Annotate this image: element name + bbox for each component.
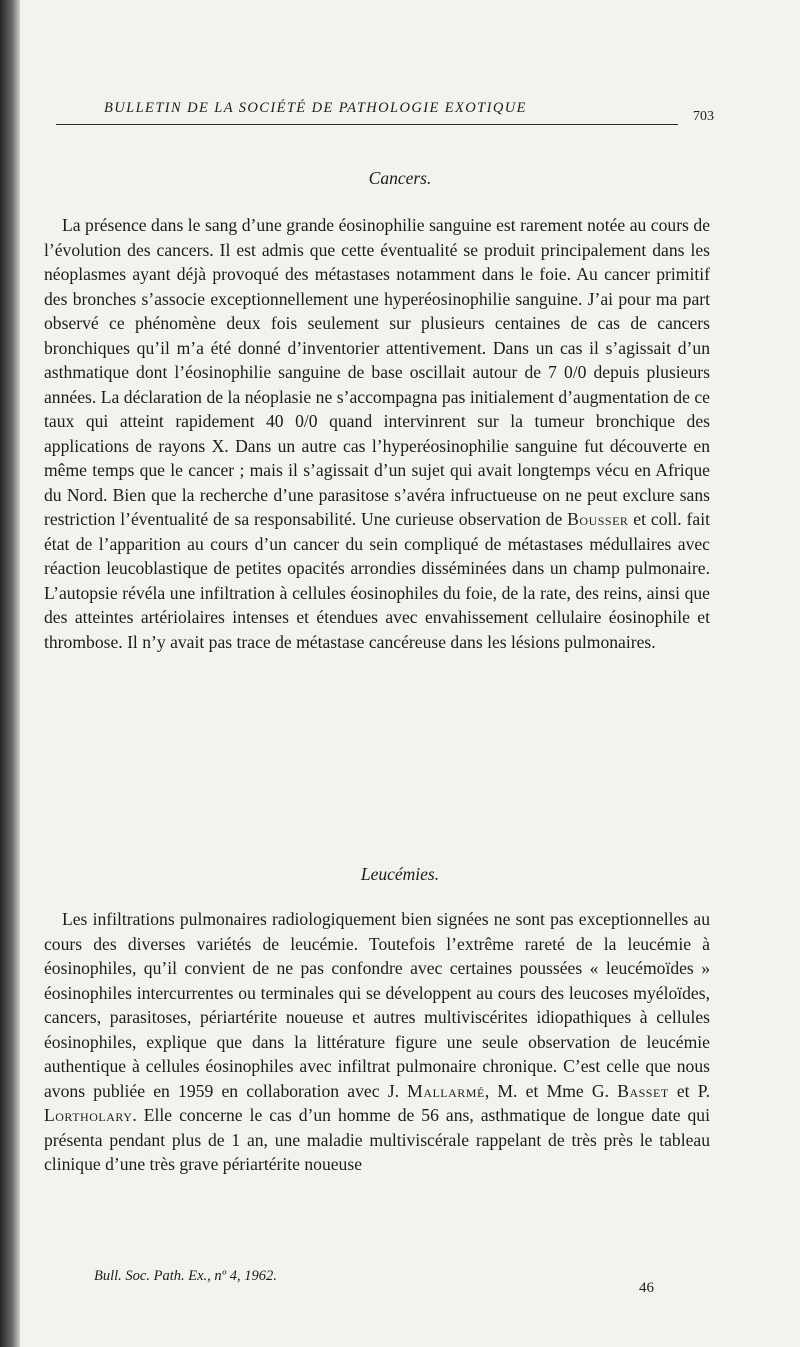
running-head [104,100,714,124]
text-run: et coll. fait état de l’apparition au cours d’un cancer du sein compliqué de métastases médullaires avec réaction leucoblastique de petites opacités arrondies disséminées dans un champ pulmonaire. L’autopsie révéla une infiltration à cellules éosinophiles du foie, de la rate, des reins, ainsi que des atteintes artériolaires intenses et étendues avec envahissement cellulaire éosinophile et thrombose. Il n’y avait pas trace de métastase cancéreuse dans les lésions pulmonaires. [44,509,710,652]
author-name: Lortholary [44,1105,133,1125]
page-binding-edge [0,0,20,1347]
text-run: , M. et Mme G. [484,1080,618,1101]
author-name: Bousser [567,509,629,529]
text-run: . Elle concerne le cas d’un homme de 56 ans, asthmatique de longue date qui présenta pendant plus de 1 an, une maladie multiviscérale rappelant de très près le tableau clinique d’une très grave périartérite noueuse [44,1105,710,1174]
page-number: 703 [693,109,714,124]
text-run: Les infiltrations pulmonaires radiologiquement bien signées ne sont pas exceptionnelles au cours des diverses variétés de leucémie. Toutefois l’extrême rareté de la leucémie à éosinophiles, qu’il convient de ne pas confondre avec certaines poussées « leucémoïdes » éosinophiles intercurrentes ou terminales qui se développent au cours des leucoses myéloïdes, cancers, parasitoses, périartérite noueuse et autres multiviscérites idiopathiques à cellules éosinophiles, explique que dans la littérature figure une seule observation de leucémie authentique à cellules éosinophiles avec infiltrat pulmonaire chronique. C’est celle que nous avons publiée en 1959 en collaboration avec J. [44,909,710,1101]
paragraph-cancers [44,213,710,654]
author-name: Basset [617,1080,669,1101]
running-title: BULLETIN DE LA SOCIÉTÉ DE PATHOLOGIE EXOTIQUE [104,100,527,116]
signature-number: 46 [639,1280,654,1296]
page-footer [94,1268,654,1296]
document-page [44,0,756,1347]
author-name: Mallarmé [407,1080,485,1101]
section-heading-cancers: Cancers. [368,168,432,188]
text-run: et P. [668,1080,710,1101]
journal-reference: Bull. Soc. Path. Ex., nº 4, 1962. [94,1268,277,1284]
section-heading-leucemies: Leucémies. [360,864,440,884]
text-run: La présence dans le sang d’une grande éosinophilie sanguine est rarement notée au cours de l’évolution des cancers. Il est admis que cette éventualité se produit principalement dans les néoplasmes ayant déjà provoqué des métastases notamment dans le foie. Au cancer primitif des bronches s’associe exceptionnellement une hyperéosinophilie sanguine. J’ai pour ma part observé ce phénomène deux fois seulement sur plusieurs centaines de cas de cancers bronchiques qu’il m’a été donné d’inventorier attentivement. Dans un cas il s’agissait d’un asthmatique dont l’éosinophilie sanguine de base oscillait autour de 7 0/0 depuis plusieurs années. La déclaration de la néoplasie ne s’accompagna pas initialement d’augmentation de ce taux qui atteint rapidement 40 0/0 quand intervinrent sur la tumeur bronchique des applications de rayons X. Dans un autre cas l’hyperéosinophilie sanguine fut découverte en même temps que le cancer ; mais il s’agissait d’un sujet qui avait longtemps vécu en Afrique du Nord. Bien que la recherche d’une parasitose s’avéra infructueuse on ne peut exclure sans restriction l’éventualité de sa responsabilité. Une curieuse observation de [44,215,710,529]
header-rule [56,124,678,125]
paragraph-leucemies [44,907,710,1177]
